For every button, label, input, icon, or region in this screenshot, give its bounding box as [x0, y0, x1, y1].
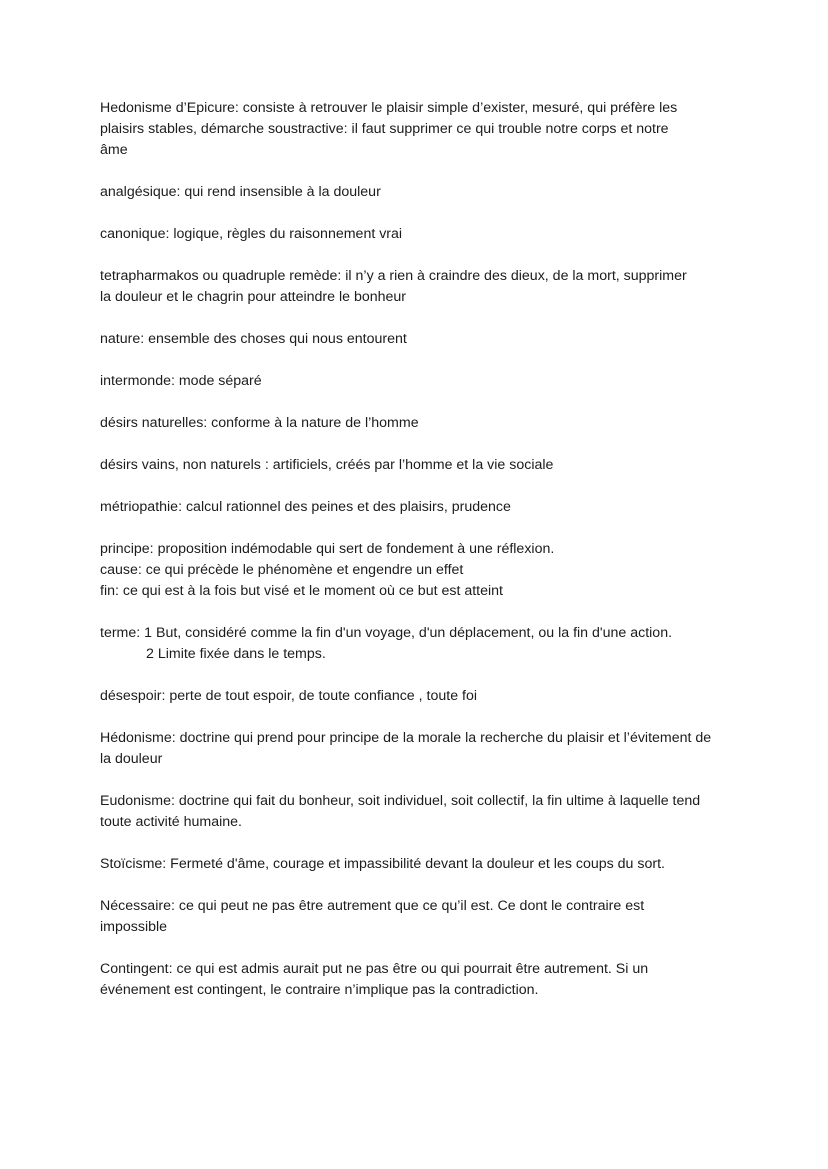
definition-tetrapharmakos	[100, 266, 730, 308]
text-line-indented: 2 Limite fixée dans le temps.	[146, 646, 326, 662]
text-line: la douleur et le chagrin pour atteindre le bonheur	[100, 289, 407, 305]
definition-nature	[100, 329, 730, 350]
definition-hedonisme-epicure	[100, 98, 730, 161]
text-line: Contingent: ce qui est admis aurait put ne pas être ou qui pourrait être autrement. Si un	[100, 961, 649, 977]
text-line: impossible	[100, 919, 168, 935]
definition-stoicisme	[100, 854, 730, 875]
definition-canonique	[100, 224, 730, 245]
definition-intermonde	[100, 371, 730, 392]
definition-contingent	[100, 959, 730, 1001]
text-line: tetrapharmakos ou quadruple remède: il n’y a rien à craindre des dieux, de la mort, supprimer	[100, 268, 687, 284]
text-line: terme: 1 But, considéré comme la fin d'un voyage, d'un déplacement, ou la fin d'une action.	[100, 625, 673, 641]
text-line: désirs naturelles: conforme à la nature de l’homme	[100, 415, 419, 431]
definition-necessaire	[100, 896, 730, 938]
definition-terme	[100, 623, 730, 665]
definition-hedonisme	[100, 728, 730, 770]
text-line: principe: proposition indémodable qui sert de fondement à une réflexion.	[100, 541, 555, 557]
text-line: Hedonisme d’Epicure: consiste à retrouver le plaisir simple d’exister, mesuré, qui préfère les	[100, 100, 678, 116]
text-line: canonique: logique, règles du raisonnement vrai	[100, 226, 403, 242]
text-line: Nécessaire: ce qui peut ne pas être autrement que ce qu’il est. Ce dont le contraire est	[100, 898, 645, 914]
definition-eudonisme	[100, 791, 730, 833]
text-line: fin: ce qui est à la fois but visé et le moment où ce but est atteint	[100, 583, 503, 599]
text-line: désirs vains, non naturels : artificiels, créés par l’homme et la vie sociale	[100, 457, 554, 473]
definition-desespoir	[100, 686, 730, 707]
document-body	[100, 98, 730, 1022]
definition-metriopathie	[100, 497, 730, 518]
text-line: la douleur	[100, 751, 163, 767]
definition-desirs-vains	[100, 455, 730, 476]
definition-analgesique	[100, 182, 730, 203]
definition-principe-cause-fin	[100, 539, 730, 602]
text-line: cause: ce qui précède le phénomène et engendre un effet	[100, 562, 464, 578]
text-line: Eudonisme: doctrine qui fait du bonheur, soit individuel, soit collectif, la fin ultime à laquelle tend	[100, 793, 701, 809]
text-line: plaisirs stables, démarche soustractive: il faut supprimer ce qui trouble notre corps et notre	[100, 121, 669, 137]
text-line: métriopathie: calcul rationnel des peines et des plaisirs, prudence	[100, 499, 511, 515]
text-line: événement est contingent, le contraire n’implique pas la contradiction.	[100, 982, 539, 998]
text-line: intermonde: mode séparé	[100, 373, 262, 389]
text-line: Hédonisme: doctrine qui prend pour principe de la morale la recherche du plaisir et l’évitement de	[100, 730, 712, 746]
text-line: âme	[100, 142, 128, 158]
text-line: Stoïcisme: Fermeté d'âme, courage et impassibilité devant la douleur et les coups du sort.	[100, 856, 665, 872]
text-line: désespoir: perte de tout espoir, de toute confiance , toute foi	[100, 688, 478, 704]
definition-desirs-naturelles	[100, 413, 730, 434]
text-line: toute activité humaine.	[100, 814, 242, 830]
text-line: analgésique: qui rend insensible à la douleur	[100, 184, 381, 200]
text-line: nature: ensemble des choses qui nous entourent	[100, 331, 407, 347]
